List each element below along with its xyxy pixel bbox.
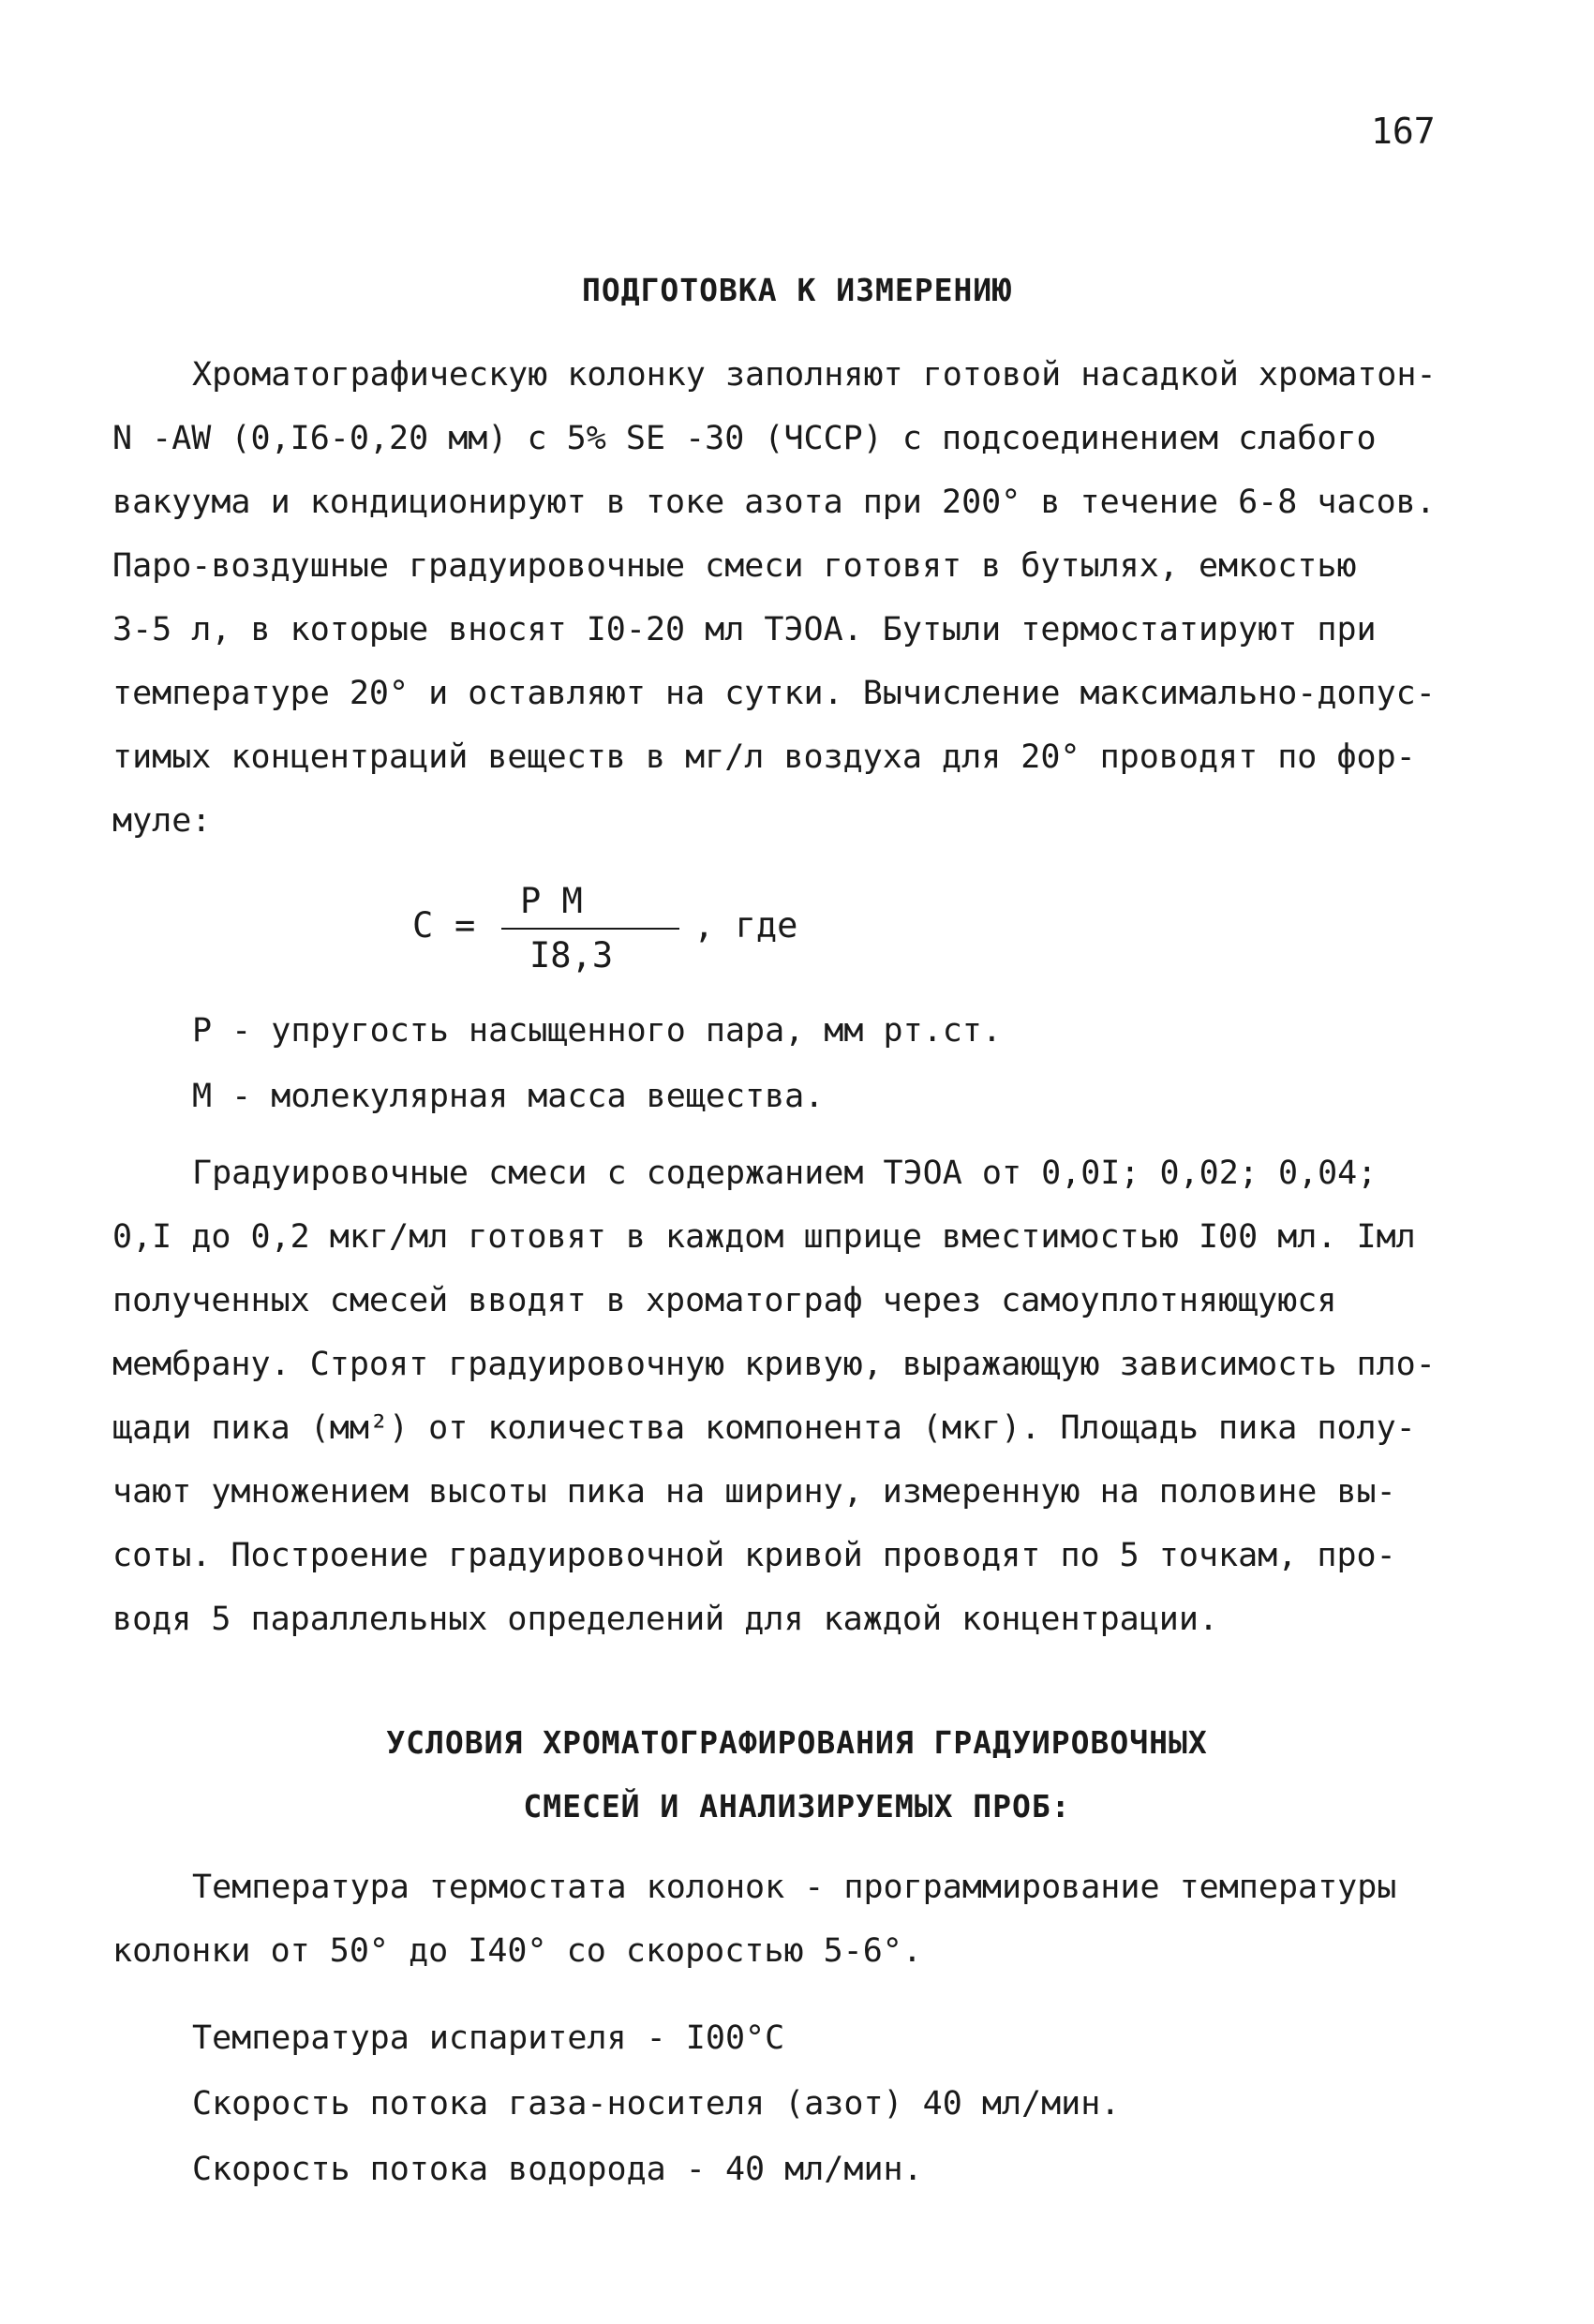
text-line: Хроматографическую колонку заполняют готовой насадкой хроматон- (192, 356, 1437, 394)
definition-p: Р - упругость насыщенного пара, мм рт.ст. (192, 1012, 1002, 1050)
section-title-conditions-1: УСЛОВИЯ ХРОМАТОГРАФИРОВАНИЯ ГРАДУИРОВОЧНЫХ (386, 1724, 1208, 1761)
formula-lhs: С (412, 905, 434, 946)
text-line: соты. Построение градуировочной кривой проводят по 5 точкам, про- (112, 1537, 1396, 1574)
text-line: N -AW (0,I6-0,20 мм) с 5% SE -30 (ЧССР) с подсоединением слабого (112, 420, 1377, 457)
section-title-conditions-2: СМЕСЕЙ И АНАЛИЗИРУЕМЫХ ПРОБ: (523, 1788, 1071, 1825)
formula (412, 881, 881, 984)
section-title-preparation: ПОДГОТОВКА К ИЗМЕРЕНИЮ (581, 272, 1013, 308)
text-line: полученных смесей вводят в хроматограф через самоуплотняющуюся (112, 1282, 1337, 1319)
condition-carrier-gas-flow: Скорость потока газа-носителя (азот) 40 мл/мин. (192, 2085, 1121, 2123)
text-line: мембрану. Строят градуировочную кривую, выражающую зависимость пло- (112, 1346, 1436, 1383)
formula-equals: = (454, 905, 476, 946)
paragraph-column-temperature (112, 1855, 1499, 1983)
text-line: Температура термостата колонок - программирование температуры (192, 1869, 1397, 1906)
text-line: 3-5 л, в которые вносят I0-20 мл ТЭОА. Бутыли термостатируют при (112, 611, 1377, 648)
text-line: Градуировочные смеси с содержанием ТЭОА от 0,0I; 0,02; 0,04; (192, 1155, 1378, 1192)
formula-denominator: I8,3 (529, 935, 614, 976)
page-number: 167 (1371, 111, 1436, 152)
text-line: 0,I до 0,2 мкг/мл готовят в каждом шприце вместимостью I00 мл. Iмл (112, 1218, 1416, 1256)
definition-m: М - молекулярная масса вещества. (192, 1078, 825, 1115)
formula-tail: , где (693, 905, 798, 946)
text-line: колонки от 50° до I40° со скоростью 5-6°. (112, 1932, 922, 1970)
paragraph-calibration (112, 1141, 1499, 1651)
text-line: тимых концентраций веществ в мг/л воздуха для 20° проводят по фор- (112, 738, 1416, 776)
text-line: чают умножением высоты пика на ширину, измеренную на половине вы- (112, 1473, 1396, 1511)
text-line: водя 5 параллельных определений для каждой концентрации. (112, 1601, 1219, 1638)
formula-numerator: Р М (520, 881, 583, 921)
text-line: щади пика (мм²) от количества компонента (мкг). Площадь пика полу- (112, 1409, 1416, 1447)
fraction-bar (501, 928, 679, 930)
text-line: Паро-воздушные градуировочные смеси готовят в бутылях, емкостью (112, 547, 1357, 585)
text-line: вакуума и кондиционируют в токе азота при 200° в течение 6-8 часов. (112, 484, 1436, 521)
paragraph-preparation (112, 343, 1499, 853)
text-line: температуре 20° и оставляют на сутки. Вычисление максимально-допус- (112, 675, 1436, 712)
condition-hydrogen-flow: Скорость потока водорода - 40 мл/мин. (192, 2151, 923, 2188)
text-line: муле: (112, 802, 212, 840)
condition-evaporator-temperature: Температура испарителя - I00°С (192, 2019, 785, 2057)
